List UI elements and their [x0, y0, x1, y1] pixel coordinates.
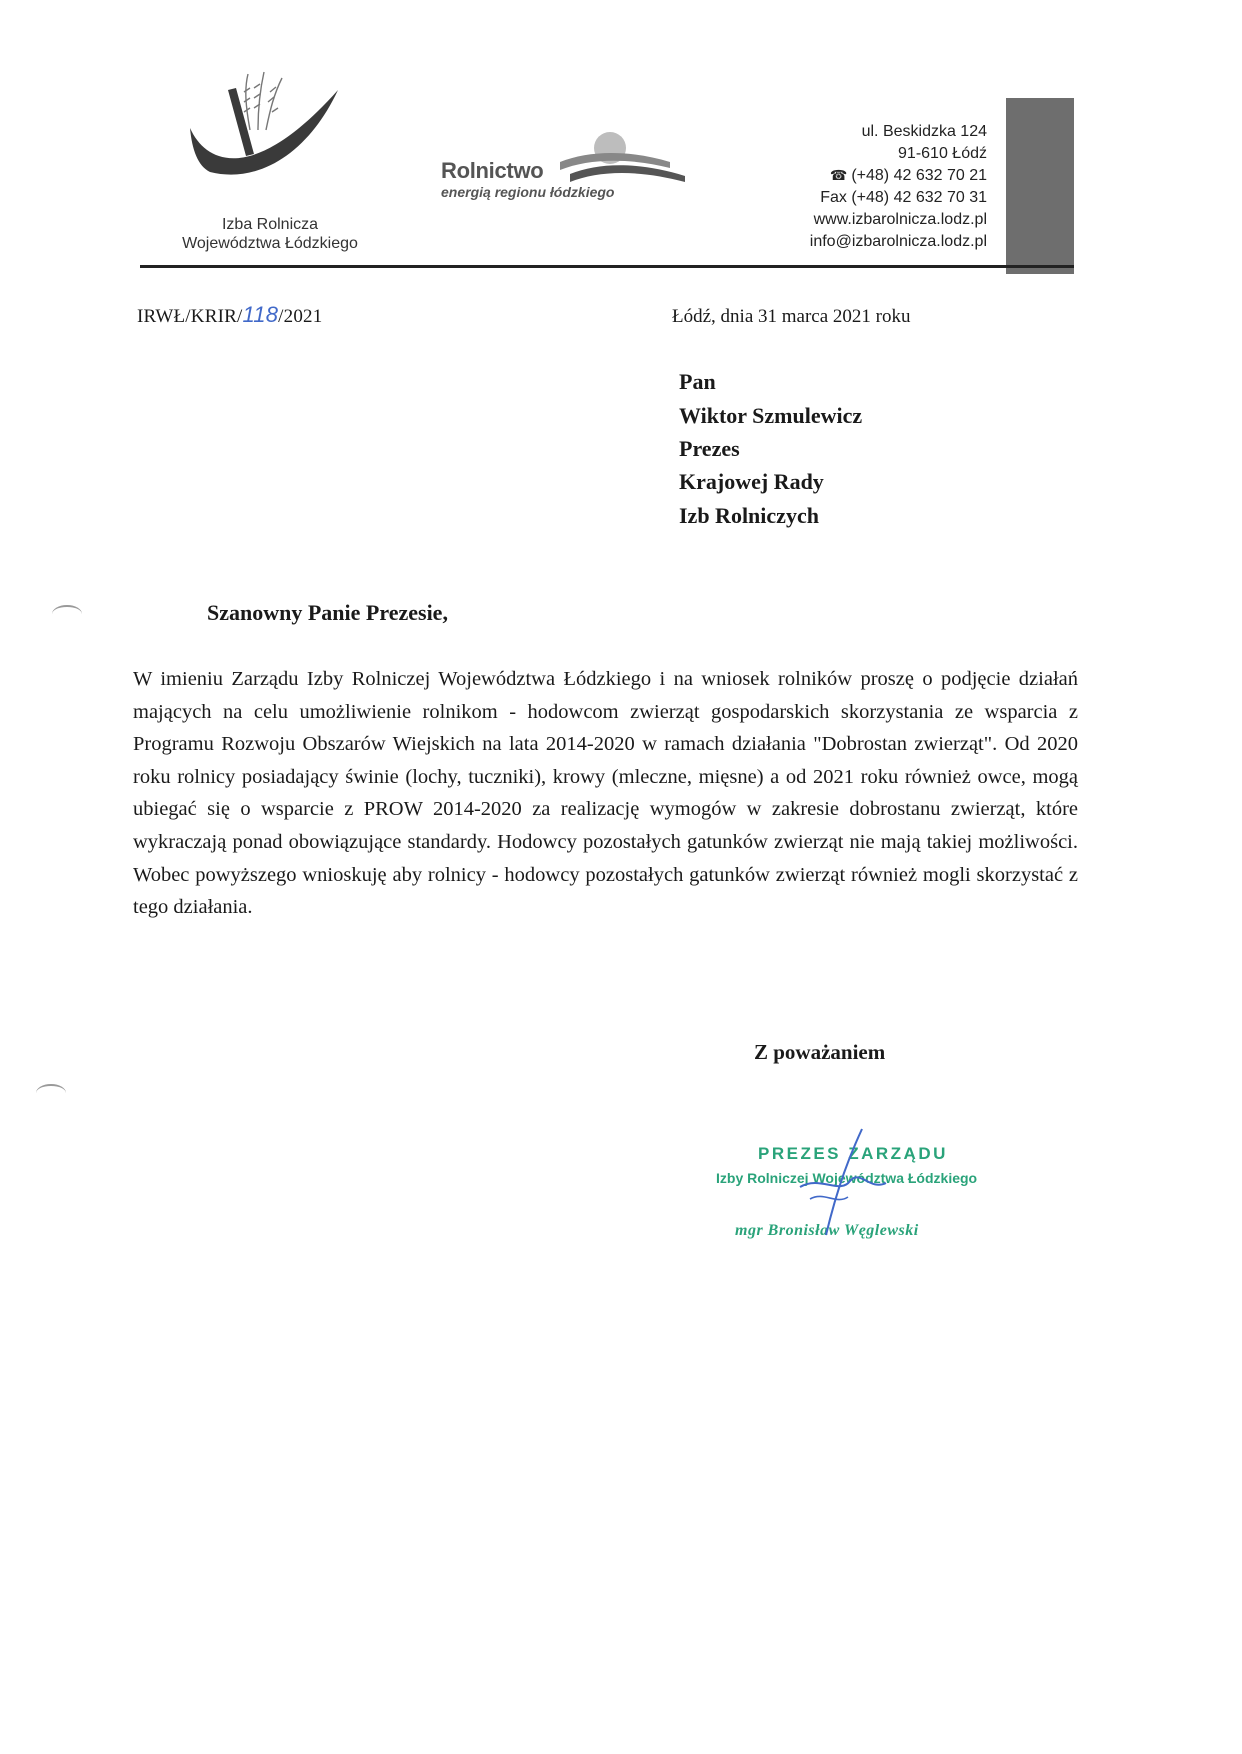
- letter-date: Łódź, dnia 31 marca 2021 roku: [672, 306, 911, 327]
- addressee-line: Pan: [679, 369, 716, 394]
- contact-website: www.izbarolnicza.lodz.pl: [813, 211, 987, 228]
- chamber-logo: [188, 68, 348, 208]
- addressee-line: Krajowej Rady: [679, 469, 824, 494]
- salutation: Szanowny Panie Prezesie,: [207, 600, 448, 625]
- signature-icon: [790, 1125, 900, 1245]
- reference-prefix: IRWŁ/KRIR/: [137, 306, 243, 327]
- org-name-line2: Województwa Łódzkiego: [182, 235, 358, 252]
- contact-fax: Fax (+48) 42 632 70 31: [820, 189, 987, 206]
- contact-phone: (+48) 42 632 70 21: [851, 167, 987, 184]
- addressee-line: Wiktor Szmulewicz: [679, 403, 863, 428]
- campaign-logo-graphic: [560, 128, 690, 188]
- reference-number: [137, 302, 322, 328]
- stamp-name: mgr Bronisław Węglewski: [735, 1222, 919, 1239]
- contact-street: ul. Beskidzka 124: [861, 123, 987, 140]
- contact-email: info@izbarolnicza.lodz.pl: [809, 233, 987, 250]
- margin-mark: [36, 1084, 66, 1102]
- phone-icon: ☎: [829, 167, 848, 183]
- contact-phone-line: [830, 165, 987, 186]
- reference-handwritten-number: 118: [242, 302, 279, 327]
- campaign-subtitle: energią regionu łódzkiego: [441, 184, 615, 200]
- campaign-title: Rolnictwo: [441, 158, 544, 183]
- stamp-title: PREZES ZARZĄDU: [758, 1144, 948, 1163]
- org-name-line1: Izba Rolnicza: [221, 216, 319, 233]
- letter-body: W imieniu Zarządu Izby Rolniczej Województwa Łódzkiego i na wniosek rolników proszę o podjęcie działań mających na celu umożliwienie rolnikom - hodowcom zwierząt gospodarskich skorzystania ze wsparcia z Programu Rozwoju Obszarów Wiejskich na lata 2014-2020 w ramach działania "Dobrostan zwierząt". Od 2020 roku rolnicy posiadający świnie (lochy, tuczniki), krowy (mleczne, mięsne) a od 2021 roku również owce, mogą ubiegać się o wsparcie z PROW 2014-2020 za realizację wymogów w zakresie dobrostanu zwierząt, które wykraczają ponad obowiązujące standardy. Hodowcy pozostałych gatunków zwierząt nie mają takiej możliwości. Wobec powyższego wnioskuję aby rolnicy - hodowcy pozostałych gatunków zwierząt również mogli skorzystać z tego działania.: [133, 668, 1078, 919]
- contact-city: 91-610 Łódź: [898, 145, 987, 162]
- margin-mark: [52, 605, 82, 623]
- header-divider: [140, 265, 1074, 268]
- closing: Z poważaniem: [754, 1040, 886, 1064]
- stamp-organization: Izby Rolniczej Województwa Łódzkiego: [716, 1170, 978, 1186]
- addressee-line: Prezes: [679, 436, 740, 461]
- header-accent-bar: [1006, 98, 1074, 274]
- addressee-line: Izb Rolniczych: [679, 503, 819, 528]
- reference-suffix: /2021: [278, 306, 323, 327]
